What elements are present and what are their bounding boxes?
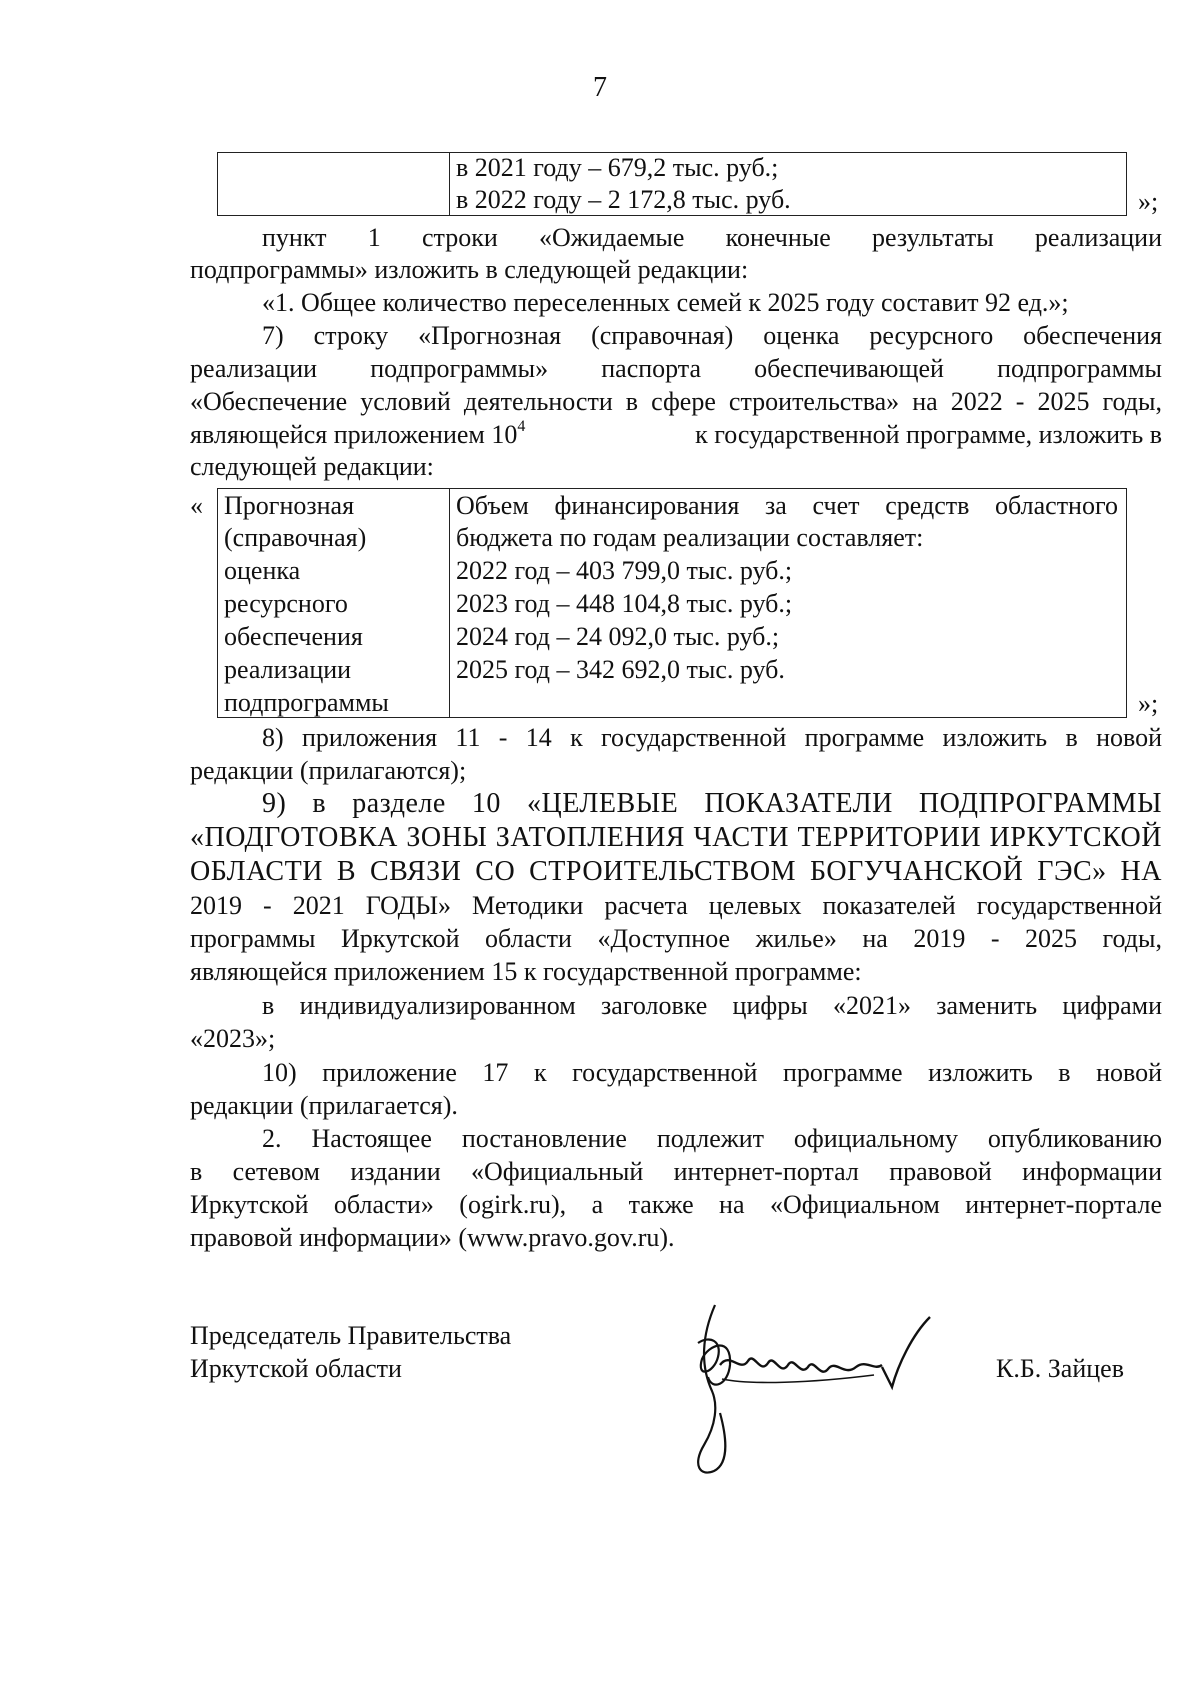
table-left-cell-line: оценка <box>224 556 301 585</box>
paragraph-line: следующей редакции: <box>190 452 434 481</box>
paragraph-line: 9) в разделе 10 «ЦЕЛЕВЫЕ ПОКАЗАТЕЛИ ПОДПРОГРАММЫ <box>262 788 1162 819</box>
signatory-name: К.Б. Зайцев <box>996 1354 1124 1383</box>
paragraph-line: 7) строку «Прогнозная (справочная) оценка ресурсного обеспечения <box>262 321 1162 350</box>
paragraph-line: редакции (прилагаются); <box>190 756 467 785</box>
paragraph-line: пункт 1 строки «Ожидаемые конечные результаты реализации <box>262 223 1162 252</box>
paragraph-line: программы Иркутской области «Доступное жилье» на 2019 - 2025 годы, <box>190 924 1162 953</box>
paragraph-line: «Обеспечение условий деятельности в сфере строительства» на 2022 - 2025 годы, <box>190 387 1162 416</box>
text-fragment: являющейся приложением $10^4$ <box>190 418 526 449</box>
paragraph-line: в индивидуализированном заголовке цифры «2021» заменить цифрами <box>262 991 1162 1020</box>
paragraph-line: Иркутской области» (ogirk.ru), а также на «Официальном интернет-портале <box>190 1190 1162 1219</box>
paragraph-line: 2. Настоящее постановление подлежит официальному опубликованию <box>262 1124 1162 1153</box>
table-right-cell-line: 2025 год – 342 692,0 тыс. руб. <box>456 655 785 684</box>
table-right-cell-line: 2024 год – 24 092,0 тыс. руб.; <box>456 622 780 651</box>
table-right-cell-line: 2022 год – 403 799,0 тыс. руб.; <box>456 556 793 585</box>
closing-quote: »; <box>1138 187 1159 216</box>
paragraph-line: правовой информации» (www.pravo.gov.ru). <box>190 1223 675 1252</box>
paragraph-line: 2019 - 2021 ГОДЫ» Методики расчета целевых показателей государственной <box>190 891 1162 920</box>
table-left-cell-line: реализации <box>224 655 352 684</box>
signatory-title: Председатель Правительства <box>190 1321 512 1350</box>
superscript: 4 <box>517 418 526 436</box>
closing-quote: »; <box>1138 689 1159 718</box>
paragraph-line: «ПОДГОТОВКА ЗОНЫ ЗАТОПЛЕНИЯ ЧАСТИ ТЕРРИТОРИИ ИРКУТСКОЙ <box>190 822 1162 853</box>
paragraph-line: редакции (прилагается). <box>190 1091 458 1120</box>
table-cell: в 2021 году – 679,2 тыс. руб.; <box>456 153 779 182</box>
table-right-cell-line: Объем финансирования за счет средств областного <box>456 491 1118 520</box>
paragraph-line: 8) приложения 11 - 14 к государственной программе изложить в новой <box>262 723 1162 752</box>
text-fragment: к государственной программе, изложить в <box>695 420 1162 449</box>
paragraph-line: являющейся приложением 15 к государственной программе: <box>190 957 862 986</box>
paragraph-line <box>190 419 1162 451</box>
table-left-cell-line: Прогнозная <box>224 491 355 520</box>
page-number: 7 <box>593 72 607 103</box>
signatory-title: Иркутской области <box>190 1354 402 1383</box>
table-left-cell-line: (справочная) <box>224 523 367 552</box>
paragraph-line: 10) приложение 17 к государственной программе изложить в новой <box>262 1058 1162 1087</box>
table-left-cell-line: обеспечения <box>224 622 363 651</box>
paragraph-line: ОБЛАСТИ В СВЯЗИ СО СТРОИТЕЛЬСТВОМ БОГУЧАНСКОЙ ГЭС» НА <box>190 856 1162 887</box>
paragraph-line: подпрограммы» изложить в следующей редакции: <box>190 255 749 284</box>
paragraph-line: в сетевом издании «Официальный интернет-портал правовой информации <box>190 1157 1162 1186</box>
opening-quote: « <box>190 491 203 520</box>
table-divider <box>449 152 450 216</box>
table-cell: в 2022 году – 2 172,8 тыс. руб. <box>456 185 791 214</box>
table-left-cell-line: подпрограммы <box>224 688 389 717</box>
handwritten-signature <box>660 1295 960 1485</box>
paragraph-line: «2023»; <box>190 1024 276 1053</box>
paragraph-line: «1. Общее количество переселенных семей к 2025 году составит 92 ед.»; <box>262 288 1069 317</box>
table-left-cell-line: ресурсного <box>224 589 348 618</box>
table-divider <box>449 488 450 718</box>
table-right-cell-line: 2023 год – 448 104,8 тыс. руб.; <box>456 589 793 618</box>
paragraph-line: реализации подпрограммы» паспорта обеспечивающей подпрограммы <box>190 354 1162 383</box>
table-right-cell-line: бюджета по годам реализации составляет: <box>456 523 924 552</box>
